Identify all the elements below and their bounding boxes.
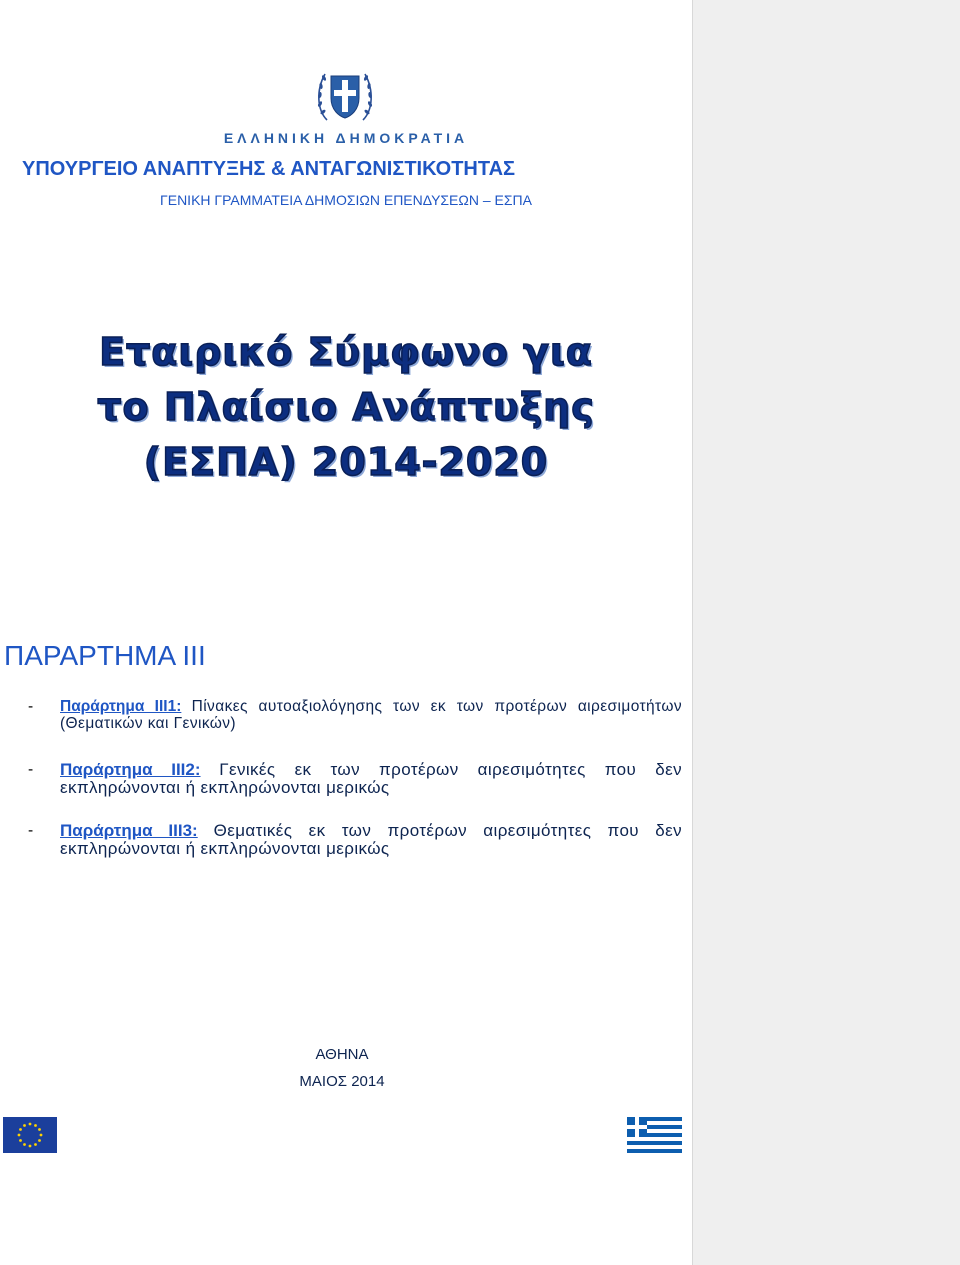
greek-coat-of-arms-icon [313, 62, 377, 128]
greek-flag-icon [627, 1117, 682, 1153]
annex-item-text: Πίνακες αυτοαξιολόγησης των εκ των προτέρων αιρεσιμοτήτων (Θεματικών και Γενικών) [60, 698, 682, 732]
document-title-line-2: το Πλαίσιο Ανάπτυξης [97, 385, 595, 429]
country-name: ΕΛΛΗΝΙΚΗ ΔΗΜΟΚΡΑΤΙΑ [223, 130, 469, 146]
document-title-line-1: Εταιρικό Σύμφωνο για [99, 330, 593, 374]
annex-heading: ΠΑΡΑΡΤΗΜΑ ΙΙΙ [4, 640, 206, 671]
annex-item-label: Παράρτημα ΙΙΙ1: [60, 698, 182, 715]
city-label: ΑΘΗΝΑ [315, 1046, 369, 1063]
annex-item [28, 760, 683, 797]
eu-flag-icon [3, 1117, 57, 1153]
secretariat-name: ΓΕΝΙΚΗ ΓΡΑΜΜΑΤΕΙΑ ΔΗΜΟΣΙΩΝ ΕΠΕΝΔΥΣΕΩΝ – ΕΣΠΑ [160, 192, 532, 208]
date-label: ΜΑΙΟΣ 2014 [299, 1073, 385, 1090]
list-dash: - [28, 698, 34, 715]
list-dash: - [28, 761, 34, 778]
annex-item-label: Παράρτημα ΙΙΙ2: [60, 760, 201, 779]
annex-item [28, 821, 682, 858]
annex-item-text: Γενικές εκ των προτέρων αιρεσιμότητες που δεν εκπληρώνονται ή εκπληρώνονται μερικώς [60, 760, 683, 797]
list-dash: - [28, 822, 34, 839]
document-title-line-3: (ΕΣΠΑ) 2014-2020 [143, 440, 549, 484]
annex-item [28, 698, 682, 732]
right-margin-panel [692, 0, 960, 1265]
annex-item-label: Παράρτημα ΙΙΙ3: [60, 821, 198, 840]
annex-item-text: Θεματικές εκ των προτέρων αιρεσιμότητες που δεν εκπληρώνονται ή εκπληρώνονται μερικώς [60, 821, 682, 858]
ministry-name: ΥΠΟΥΡΓΕΙΟ ΑΝΑΠΤΥΞΗΣ & ΑΝΤΑΓΩΝΙΣΤΙΚΟΤΗΤΑΣ [22, 158, 516, 180]
